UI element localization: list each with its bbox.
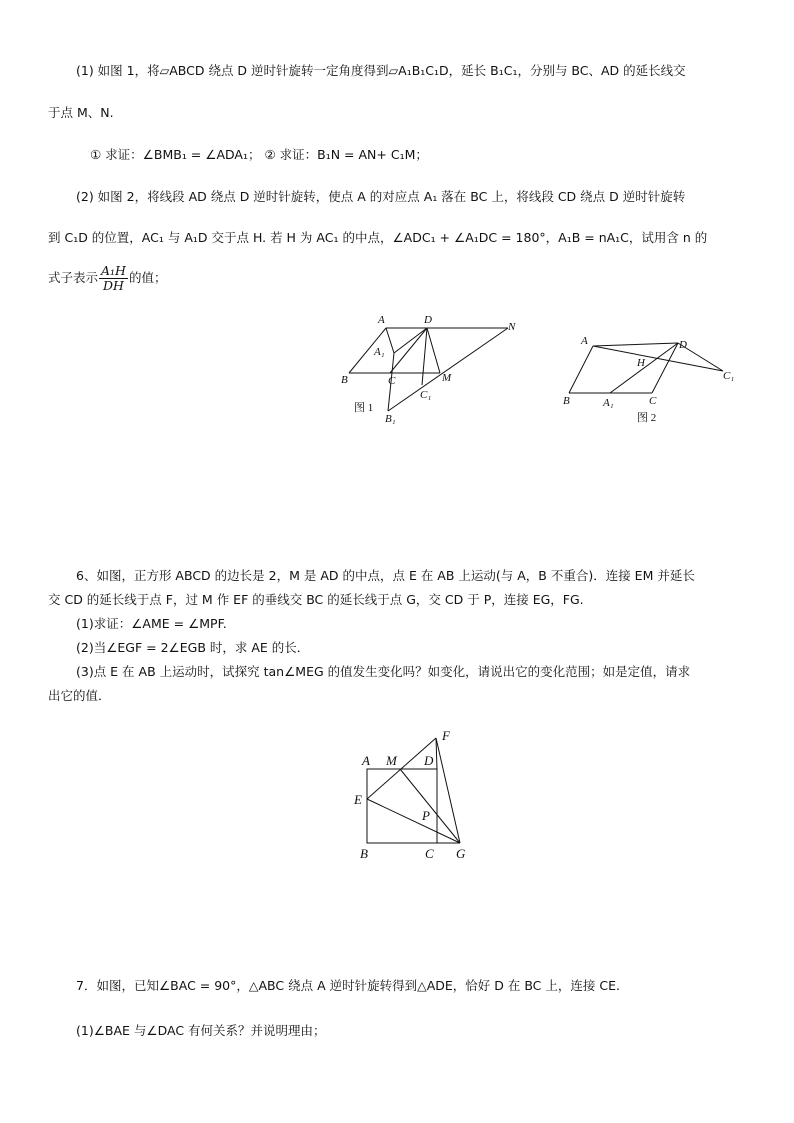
- p6-segment-MG: [400, 769, 460, 843]
- figure-2-diagram: [555, 328, 755, 428]
- figure-1-diagram: [330, 308, 530, 428]
- p6-label-C: C: [425, 846, 434, 861]
- p6-label-G: G: [456, 846, 466, 861]
- p6-segment-EG: [367, 799, 460, 843]
- fig1-label-C1: C₁: [420, 389, 432, 401]
- p6-label-F: F: [442, 728, 450, 743]
- fig1-label-A1: A₁: [374, 346, 385, 358]
- fig1-segment-AA1: [386, 328, 394, 353]
- problem6-figure: [350, 725, 480, 865]
- p5-expression-prefix: 式子表示: [48, 270, 99, 285]
- fraction-a1h-over-dh: [99, 264, 128, 293]
- p6-label-M: M: [386, 753, 397, 768]
- p7-intro: 7．如图，已知∠BAC = 90°，△ABC 绕点 A 逆时针旋转得到△ADE，恰好 D 在 BC 上，连接 CE.: [76, 978, 620, 993]
- p5-proof-line: ① 求证：∠BMB₁ = ∠ADA₁； ② 求证：B₁N = AN+ C₁M；: [90, 147, 428, 162]
- p6-question-2: (2)当∠EGF = 2∠EGB 时，求 AE 的长．: [76, 640, 310, 655]
- fig1-label-D: D: [424, 314, 432, 326]
- fig2-label-H: H: [637, 357, 645, 369]
- p5-part2-line3: [48, 262, 166, 294]
- fig2-label-C: C: [649, 395, 657, 407]
- fig1-segment-DA1: [394, 328, 427, 353]
- p6-intro-line2: 交 CD 的延长线于点 F，过 M 作 EF 的垂线交 BC 的延长线于点 G，交 CD 于 P，连接 EG，FG.: [48, 592, 584, 607]
- fig1-label-A: A: [378, 314, 385, 326]
- p5-part1-line2: 于点 M、N.: [48, 105, 114, 120]
- p5-part2-line1: (2) 如图 2，将线段 AD 绕点 D 逆时针旋转，使点 A 的对应点 A₁ 落在 BC 上，将线段 CD 绕点 D 逆时针旋转: [76, 189, 686, 204]
- fig1-caption: 图 1: [354, 402, 374, 414]
- fig1-label-M: M: [442, 372, 452, 384]
- p6-segment-FG: [436, 738, 460, 843]
- fig1-label-B1: B₁: [385, 413, 396, 425]
- fig1-label-N: N: [508, 321, 516, 333]
- fig2-label-C1: C₁: [723, 370, 735, 382]
- p5-part1-line1: (1) 如图 1，将▱ABCD 绕点 D 逆时针旋转一定角度得到▱A₁B₁C₁D，延长 B₁C₁，分别与 BC、AD 的延长线交: [76, 63, 686, 78]
- fig1-line-B1N: [388, 328, 508, 411]
- fig2-caption: 图 2: [637, 412, 657, 424]
- fig1-segment-DC: [390, 328, 427, 373]
- fig2-segment-AB: [569, 346, 593, 393]
- fig2-label-B: B: [563, 395, 570, 407]
- fig2-label-A1: A₁: [603, 397, 614, 409]
- p6-label-A: A: [362, 753, 370, 768]
- p6-label-D: D: [424, 753, 434, 768]
- fig2-segment-AD: [593, 343, 678, 346]
- fig2-segment-DC: [652, 343, 678, 393]
- p6-label-P: P: [422, 808, 430, 823]
- p6-question-3-line1: (3)点 E 在 AB 上运动时，试探究 tan∠MEG 的值发生变化吗？如变化，请说出它的变化范围；如是定值，请求: [76, 664, 691, 679]
- fig1-label-C: C: [388, 375, 396, 387]
- p5-expression-suffix: 的值；: [128, 270, 167, 285]
- fig2-label-A: A: [581, 335, 588, 347]
- fig1-segment-DM: [427, 328, 440, 373]
- p6-label-B: B: [360, 846, 368, 861]
- fraction-numerator: A₁H: [101, 263, 126, 278]
- fig1-label-B: B: [341, 374, 348, 386]
- fraction-denominator: DH: [103, 278, 124, 293]
- p6-question-1: (1)求证：∠AME = ∠MPF.: [76, 616, 227, 631]
- fig1-segment-DC1: [422, 328, 427, 385]
- p6-label-E: E: [354, 792, 362, 807]
- p5-part2-line2: 到 C₁D 的位置，AC₁ 与 A₁D 交于点 H. 若 H 为 AC₁ 的中点，∠ADC₁ + ∠A₁DC = 180°，A₁B = nA₁C，试用含 n 的: [48, 230, 708, 245]
- p7-question-1: (1)∠BAE 与∠DAC 有何关系？并说明理由；: [76, 1023, 326, 1038]
- p6-intro-line1: 6、如图，正方形 ABCD 的边长是 2，M 是 AD 的中点，点 E 在 AB 上运动(与 A，B 不重合)．连接 EM 并延长: [76, 568, 695, 583]
- p6-square-ABCD: [367, 769, 437, 843]
- fig2-label-D: D: [679, 339, 687, 351]
- p6-question-3-line2: 出它的值．: [48, 688, 111, 703]
